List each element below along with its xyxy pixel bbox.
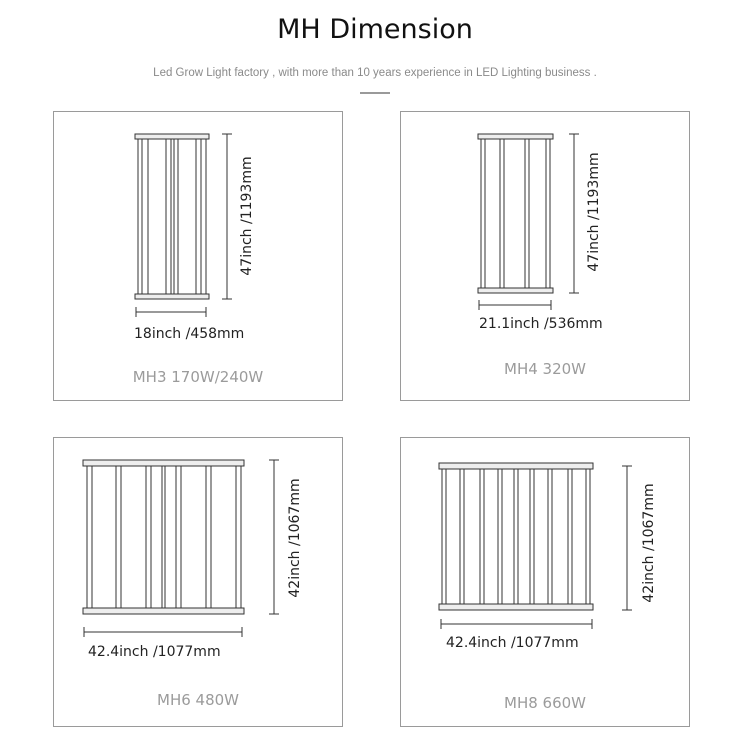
- mh4-height-label: 47inch /1193mm: [586, 152, 602, 272]
- product-card-mh4: [400, 111, 690, 401]
- mh4-dimension-drawing: [401, 112, 691, 402]
- title-divider: [360, 92, 390, 94]
- mh6-width-label: 42.4inch /1077mm: [88, 644, 221, 660]
- mh6-height-label: 42inch /1067mm: [287, 478, 303, 598]
- page-title: MH Dimension: [277, 14, 473, 45]
- mh3-width-label: 18inch /458mm: [134, 326, 245, 342]
- mh8-width-label: 42.4inch /1077mm: [446, 635, 579, 651]
- mh3-dimension-drawing: [54, 112, 344, 402]
- mh4-width-label: 21.1inch /536mm: [479, 316, 603, 332]
- product-card-mh3: [53, 111, 343, 401]
- mh3-height-label: 47inch /1193mm: [239, 156, 255, 276]
- mh8-model-label: MH8 660W: [504, 694, 586, 712]
- mh4-model-label: MH4 320W: [504, 360, 586, 378]
- mh3-model-label: MH3 170W/240W: [132, 368, 264, 386]
- mh8-height-label: 42inch /1067mm: [641, 483, 657, 603]
- mh6-model-label: MH6 480W: [157, 691, 239, 709]
- product-card-mh6: [53, 437, 343, 727]
- product-card-mh8: [400, 437, 690, 727]
- page-subtitle: Led Grow Light factory , with more than 10 years experience in LED Lighting business .: [153, 67, 597, 79]
